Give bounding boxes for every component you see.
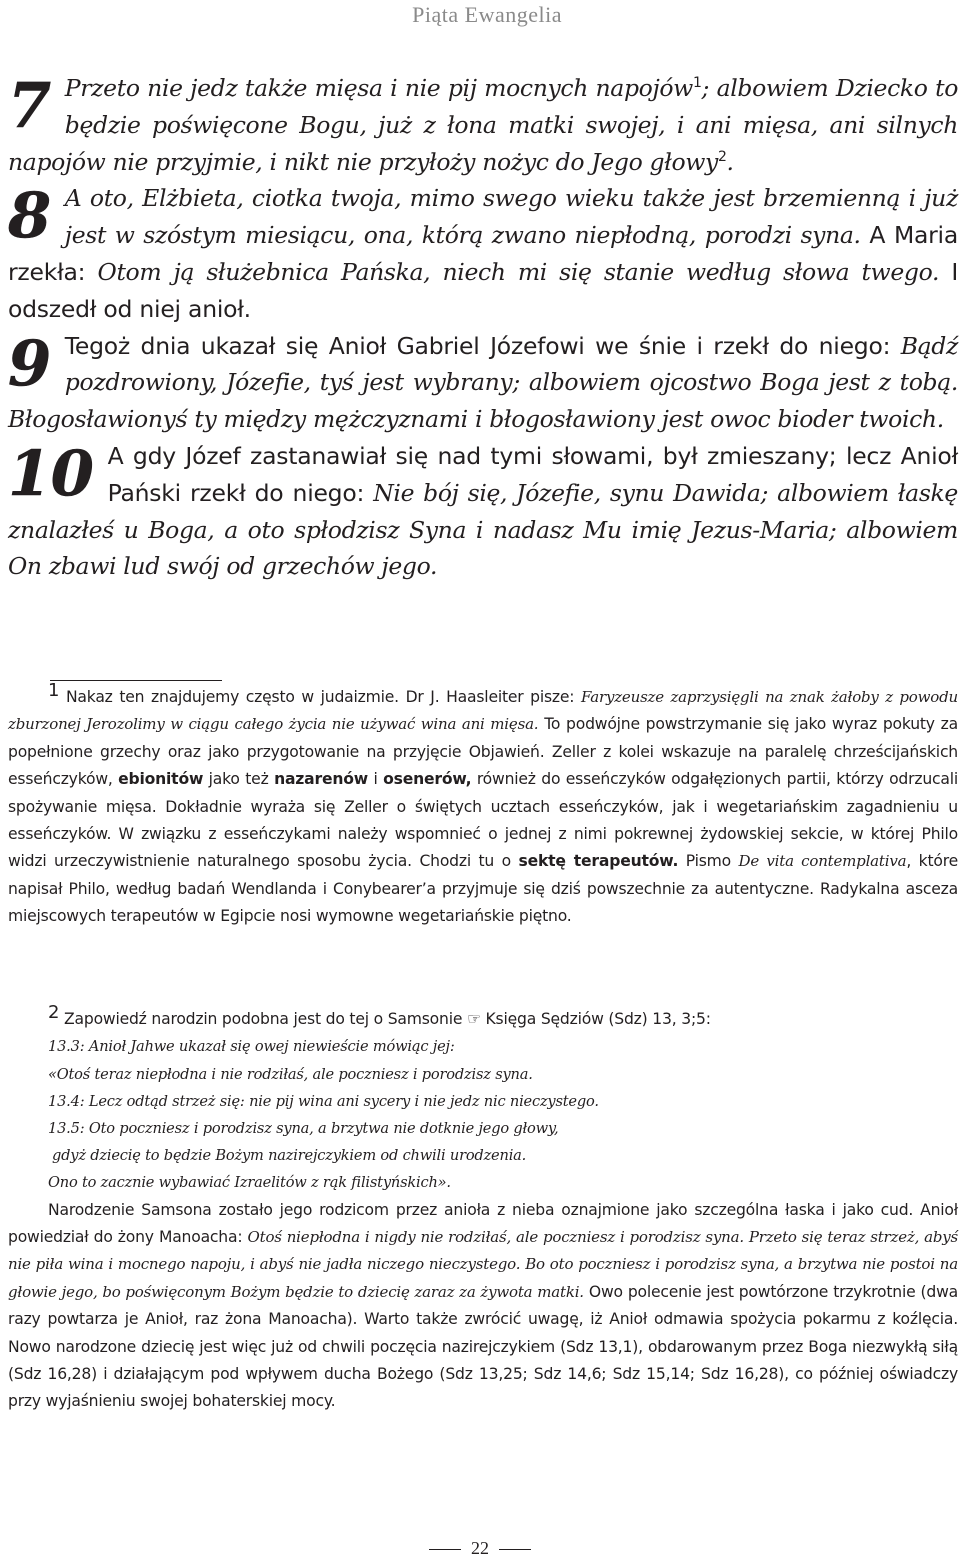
- verse-text: A oto, Elżbieta, ciotka twoja, mimo swego wieku także jest brzemienną i już jest w szóstym miesiącu, ona, którą zwano niepłodną, porodzi syna.: [64, 184, 958, 250]
- verse-9: [8, 328, 958, 438]
- page-number: [0, 1538, 960, 1559]
- scripture-line: gdyż dziecię to będzie Bożym nazirejczykiem od chwili urodzenia.: [52, 1147, 527, 1165]
- narration-text: I odszedł od niej anioł.: [8, 257, 958, 323]
- scripture-line: 13.5: Oto poczniesz i porodzisz syna, a brzytwa nie dotknie jego głowy,: [48, 1120, 559, 1138]
- verse-number: 10: [8, 436, 94, 510]
- verse-number: 8: [8, 179, 51, 253]
- footnote-paragraph: Narodzenie Samsona zostało jego rodzicom przez anioła z nieba oznajmione jako szczególna łaska i jako cud. Anioł powiedział do żony Manoacha: Otoś niepłodna i nigdy nie rodziłaś, ale poczniesz i porodzisz syna. Przeto się teraz strzeż, abyś nie piła wina i mocnego napoju, i abyś nie jadła niczego nieczystego. Bo oto poczniesz i porodzisz syna, a brzytwa nie postoi na głowie jego, bo poświęconym Bożym będzie to dziecię zaraz za żywota matki. Owo polecenie jest powtórzone trzykrotnie (dwa razy powtarza je Anioł, raz żona Manoacha). Warto także zwrócić uwagę, iż Anioł odmawia spożycia pokarmu z koźlęcia. Nowo narodzone dziecię jest więc już od chwili poczęcia nazirejczykiem (Sdz 13,1), obdarowanym przez Boga niezwykłą siłą (Sdz 16,28) i działającym pod wpływem ducha Bożego (Sdz 13,25; Sdz 14,6; Sdz 15,14; Sdz 16,28), co później oświadczy przy wyjaśnieniu swojej bohaterskiej mocy.: [8, 1200, 958, 1411]
- verse-text: Przeto nie jedz także mięsa i nie pij mocnych napojów: [64, 74, 693, 102]
- term: ebionitów: [118, 770, 204, 789]
- verse-text: Nie bój się, Józefie, synu Dawida; albowiem łaskę znalazłeś u Boga, a oto spłodzisz Syna i nadasz Mu imię Jezus-Maria; albowiem On zbawi lud swój od grzechów jego.: [8, 478, 958, 581]
- folio-dash: [499, 1549, 531, 1550]
- verse-text: ; albowiem Dziecko to będzie poświęcone Bogu, już z łona matki swojej, i ani mięsa, ani silnych napojów nie przyjmie, i nikt nie przyłoży nożyc do Jego głowy: [8, 74, 958, 176]
- main-text: [8, 70, 958, 585]
- footnote-paragraph: $^2$ Zapowiedź narodzin podobna jest do tej o Samsonie ☞ Księga Sędziów (Sdz) 13, 3;5:: [48, 1001, 711, 1028]
- term: osenerów,: [383, 770, 472, 789]
- footnote-number: 1: [48, 679, 60, 701]
- quote: Otoś niepłodna i nigdy nie rodziłaś, ale poczniesz i porodzisz syna. Przeto się teraz strzeż, abyś nie piła wina i mocnego napoju, i abyś nie jadła niczego nieczystego. Bo oto poczniesz i porodzisz syna, a brzytwa nie postoi na głowie jego, bo poświęconym Bożym będzie to dziecię zaraz za żywota matki.: [8, 1228, 958, 1301]
- running-head: Piąta Ewangelia: [412, 2, 562, 27]
- footnote-2: [8, 1001, 958, 1416]
- footnote-ref[interactable]: 2: [717, 148, 727, 165]
- narration-text: A gdy Józef zastanawiał się nad tymi słowami, był zmieszany; lecz Anioł Pański rzekł do niego:: [107, 441, 958, 507]
- footnote-number: 2: [48, 1001, 60, 1023]
- verse-text: .: [726, 147, 734, 176]
- folio-dash: [429, 1549, 461, 1550]
- verse-number: 7: [8, 69, 51, 142]
- verse-text: Otom ją służebnica Pańska, niech mi się stanie według słowa twego.: [97, 257, 940, 286]
- footnote-divider: [50, 680, 222, 681]
- verse-text: Bądź pozdrowiony, Józefie, tyś jest wybrany; albowiem ojcostwo Boga jest z tobą. Błogosławionyś ty między mężczyznami i błogosławiony jest owoc bioder twoich.: [8, 331, 958, 434]
- verse-number: 9: [8, 326, 51, 400]
- narration-text: Tegoż dnia ukazał się Anioł Gabriel Józefowi we śnie i rzekł do niego:: [64, 331, 891, 360]
- scripture-line: Ono to zacznie wybawiać Izraelitów z rąk filistyńskich».: [48, 1174, 451, 1192]
- page-number-text: 22: [471, 1538, 489, 1558]
- scripture-line: 13.4: Lecz odtąd strzeż się: nie pij wina ani sycery i nie jedz nic nieczystego.: [48, 1092, 599, 1110]
- verse-7: [8, 70, 958, 180]
- term: nazarenów: [274, 770, 368, 789]
- scripture-line: «Otoś teraz niepłodna i nie rodziłaś, ale poczniesz i porodzisz syna.: [48, 1065, 533, 1083]
- verse-8: [8, 180, 958, 327]
- scripture-line: 13.3: Anioł Jahwe ukazał się owej niewieście mówiąc jej:: [48, 1038, 455, 1056]
- narration-text: A Maria rzekła:: [8, 221, 958, 286]
- term: sektę terapeutów.: [518, 852, 679, 871]
- footnote-ref[interactable]: 1: [692, 75, 702, 92]
- footnote-1: [8, 679, 959, 931]
- verse-10: [8, 438, 958, 585]
- quote: Faryzeusze zaprzysięgli na znak żałoby z powodu zburzonej Jerozolimy w ciągu całego życia nie używać wina ani mięsa.: [8, 688, 958, 734]
- book-title: De vita contemplativa: [738, 852, 907, 871]
- footnote-paragraph: $^1$ Nakaz ten znajdujemy często w judaizmie. Dr J. Haasleiter pisze: Faryzeusze zaprzysięgli na znak żałoby z powodu zburzonej Jerozolimy w ciągu całego życia nie używać wina ani mięsa. To podwójne powstrzymanie się jako wyraz pokuty za popełnione grzechy oraz jako przygotowanie na przyjęcie Objawień. Zeller z kolei wskazuje na paralelę chrześcijańskich esseńczyków, ebionitów jako też nazarenów i osenerów, również do esseńczyków odgałęzionych partii, którzy odrzucali spożywanie mięsa. Dokładnie wyraża się Zeller o świętych ucztach esseńczyków, jak i wegetariańskim zagadnieniu u esseńczyków. W związku z esseńczykami należy wspomnieć o jednej z nimi pokrewnej żydowskiej sekcie, w której Philo widzi urzeczywistnienie naturalnego sposobu życia. Chodzi tu o sektę terapeutów. Pismo De vita contemplativa, które napisał Philo, według badań Wendlanda i Conybearer’a przyjmuje się dziś powszechnie za autentyczne. Radykalna asceza miejscowych terapeutów w Egipcie nosi wymowne wegetariańskie piętno.: [8, 679, 959, 926]
